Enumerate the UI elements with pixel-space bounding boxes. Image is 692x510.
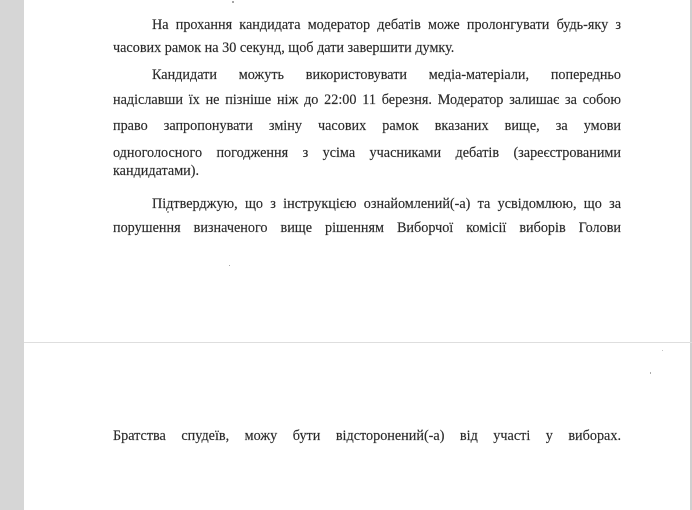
paragraph-line: порушення визначеного вище рішенням Виборчої комісії виборів Голови bbox=[113, 220, 621, 236]
paragraph-line: право запропонувати зміну часових рамок вказаних вище, за умови bbox=[113, 118, 621, 134]
scan-left-margin bbox=[0, 0, 24, 510]
paragraph-line: одноголосного погодження з усіма учасниками дебатів (зареєстрованими bbox=[113, 145, 621, 161]
scan-speck bbox=[232, 1, 234, 3]
scan-speck bbox=[229, 265, 230, 266]
scan-speck bbox=[650, 372, 651, 374]
paragraph-line: Кандидати можуть використовувати медіа-матеріали, попередньо bbox=[152, 67, 621, 83]
scan-speck bbox=[662, 350, 663, 351]
paragraph-line: надіславши їх не пізніше ніж до 22:00 11 березня. Модератор залишає за собою bbox=[113, 92, 621, 108]
paragraph-line: часових рамок на 30 секунд, щоб дати завершити думку. bbox=[113, 40, 455, 56]
page-break bbox=[24, 342, 692, 343]
paragraph-line: кандидатами). bbox=[113, 163, 200, 179]
paragraph-line: На прохання кандидата модератор дебатів може пролонгувати будь-яку з bbox=[152, 17, 621, 33]
paragraph-line: Братства спудеїв, можу бути відсторонений(-а) від участі у виборах. bbox=[113, 428, 621, 444]
paragraph-line: Підтверджую, що з інструкцією ознайомлений(-а) та усвідомлюю, що за bbox=[152, 196, 621, 212]
